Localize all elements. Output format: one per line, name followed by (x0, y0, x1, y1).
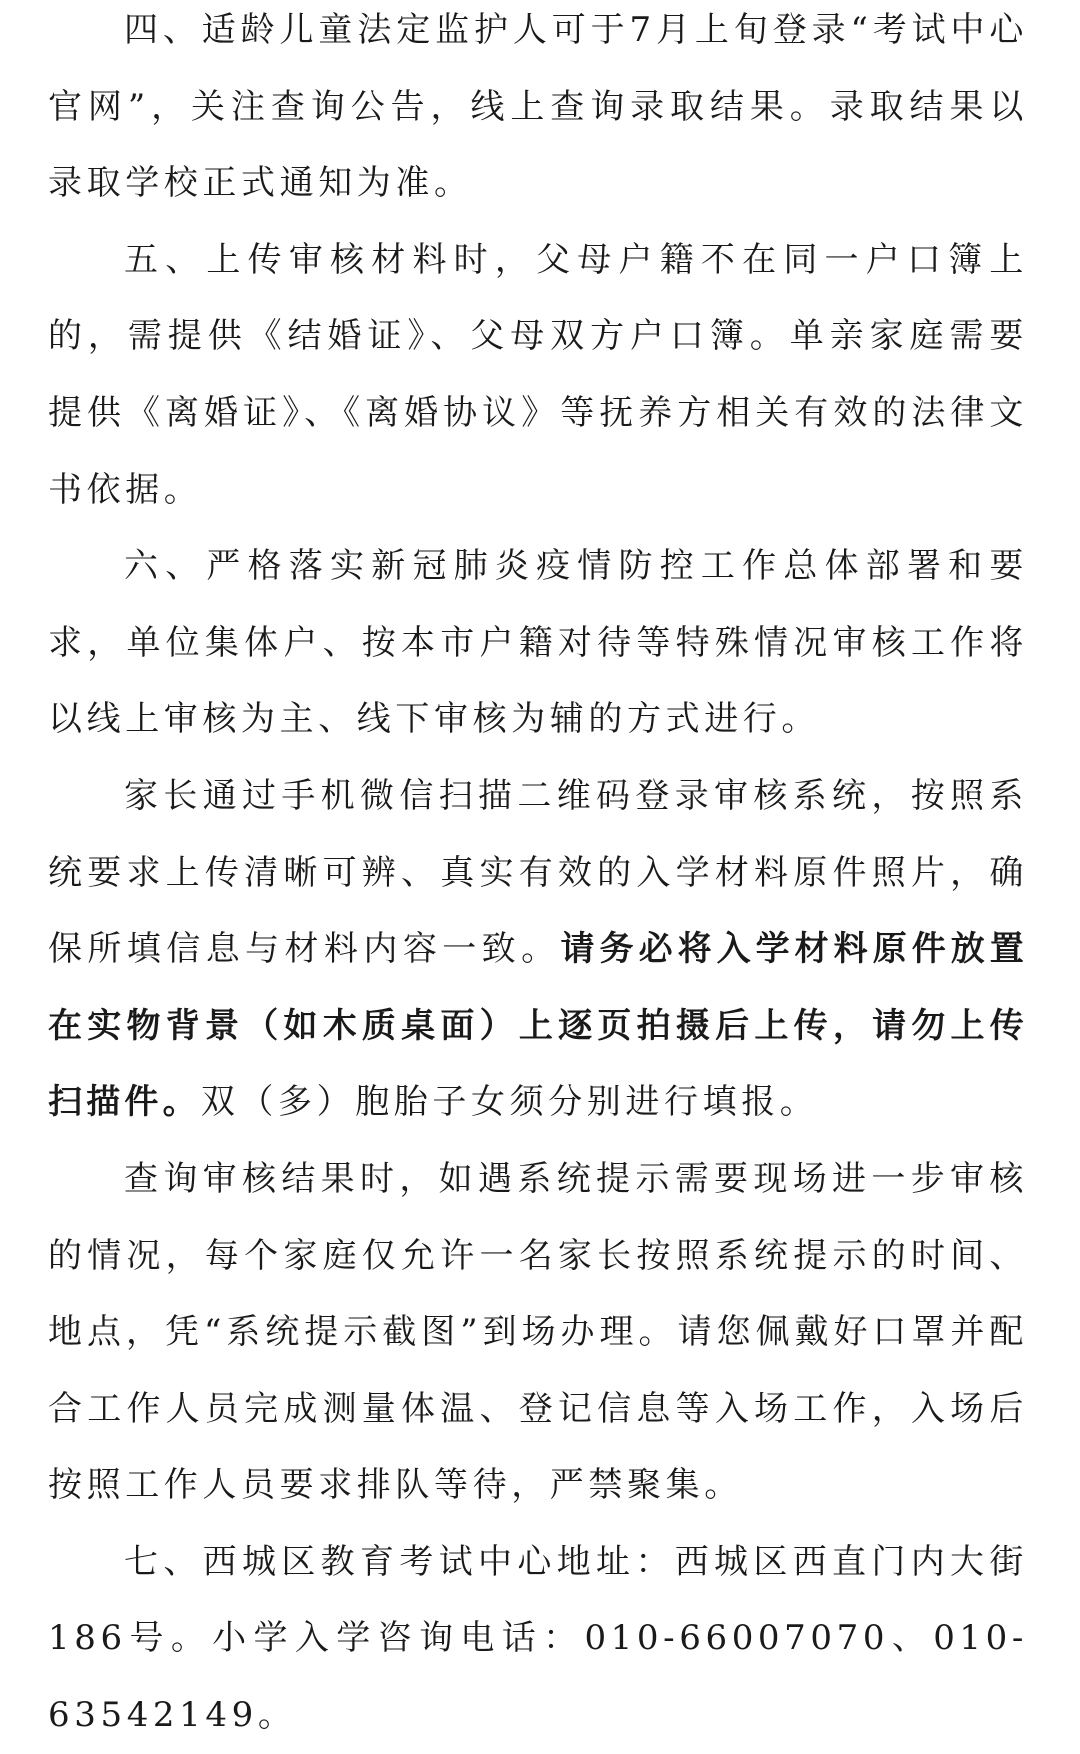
upload-instructions-twins: 双（多）胞胎子女须分别进行填报。 (200, 1082, 819, 1123)
upload-instructions-emphasis: 请务必将入学材料原件放置在实物背景（如木质桌面）上逐页拍摄后上传，请勿上传扫描件。 (48, 929, 1028, 1123)
paragraph-section-5: 五、上传审核材料时，父母户籍不在同一户口簿上的，需提供《结婚证》、父母双方户口簿。单亲家庭需要提供《离婚证》、《离婚协议》等抚养方相关有效的法律文书依据。 (48, 239, 1028, 510)
document-body (48, 0, 1028, 1754)
paragraph-onsite-review: 查询审核结果时，如遇系统提示需要现场进一步审核的情况，每个家庭仅允许一名家长按照系统提示的时间、地点，凭“系统提示截图”到场办理。请您佩戴好口罩并配合工作人员完成测量体温、登记信息等入场工作，入场后按照工作人员要求排队等待，严禁聚集。 (48, 1158, 1028, 1506)
upload-instructions-text: 家长通过手机微信扫描二维码登录审核系统，按照系统要求上传清晰可辨、真实有效的入学材料原件照片，确保所填信息与材料内容一致。 (48, 775, 1028, 970)
paragraph-upload-instructions (48, 758, 1028, 1141)
paragraph-section-6: 六、严格落实新冠肺炎疫情防控工作总体部署和要求，单位集体户、按本市户籍对待等特殊情况审核工作将以线上审核为主、线下审核为辅的方式进行。 (48, 546, 1028, 740)
paragraph-section-7-contact: 七、西城区教育考试中心地址：西城区西直门内大街186号。小学入学咨询电话：010-66007070、010-63542149。 (48, 1541, 1028, 1736)
paragraph-section-4: 四、适龄儿童法定监护人可于7月上旬登录“考试中心官网”，关注查询公告，线上查询录取结果。录取结果以录取学校正式通知为准。 (48, 10, 1028, 204)
